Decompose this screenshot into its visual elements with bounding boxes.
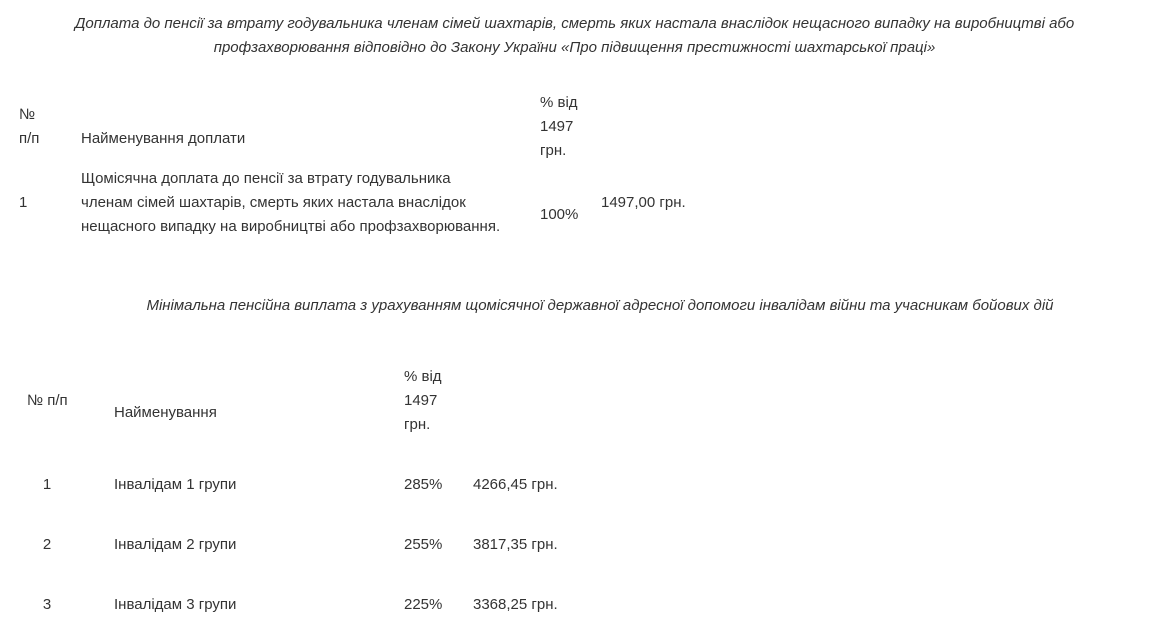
table1-row-percent: 100%: [540, 206, 579, 223]
table1-header-number: № п/п: [19, 106, 40, 147]
table2-row-amount: 3368,25 грн.: [473, 596, 558, 613]
table2-header-number: № п/п: [27, 392, 68, 409]
table2-row-amount: 3817,35 грн.: [473, 536, 558, 553]
table2-header-name: Найменування: [114, 404, 217, 421]
section1-title-line1: Доплата до пенсії за втрату годувальника членам сімей шахтарів, смерть яких настала внаслідок нещасного випадку на виробництві або: [74, 15, 1075, 32]
table2-row-number: 3: [42, 596, 52, 613]
section2-title: Мінімальна пенсійна виплата з урахуванням щомісячної державної адресної допомоги інвалідам війни та учасникам бойових дій: [146, 297, 1054, 314]
table2-row-percent: 255%: [404, 536, 443, 553]
table1-row-amount: 1497,00 грн.: [601, 194, 686, 211]
table2-row-percent: 225%: [404, 596, 443, 613]
table1-row-name: Щомісячна доплата до пенсії за втрату годувальника членам сімей шахтарів, смерть яких настала внаслідок нещасного випадку на виробництві або профзахворювання.: [81, 170, 501, 235]
table2-row-amount: 4266,45 грн.: [473, 476, 558, 493]
table1-header-percent: % від 1497 грн.: [540, 94, 578, 159]
table2-row-percent: 285%: [404, 476, 443, 493]
table2-row-name: Інвалідам 2 групи: [114, 536, 237, 553]
section1-title-line2: профзахворювання відповідно до Закону України «Про підвищення престижності шахтарської праці»: [213, 39, 936, 56]
table1-row-number: 1: [19, 194, 28, 211]
table2-row-name: Інвалідам 1 групи: [114, 476, 237, 493]
table2-row-number: 2: [42, 536, 52, 553]
table2-header-percent: % від 1497 грн.: [404, 368, 442, 433]
table2-row-name: Інвалідам 3 групи: [114, 596, 237, 613]
section1-title: [0, 12, 1149, 60]
table1-header-name: Найменування доплати: [81, 130, 246, 147]
table2-row-number: 1: [42, 476, 52, 493]
